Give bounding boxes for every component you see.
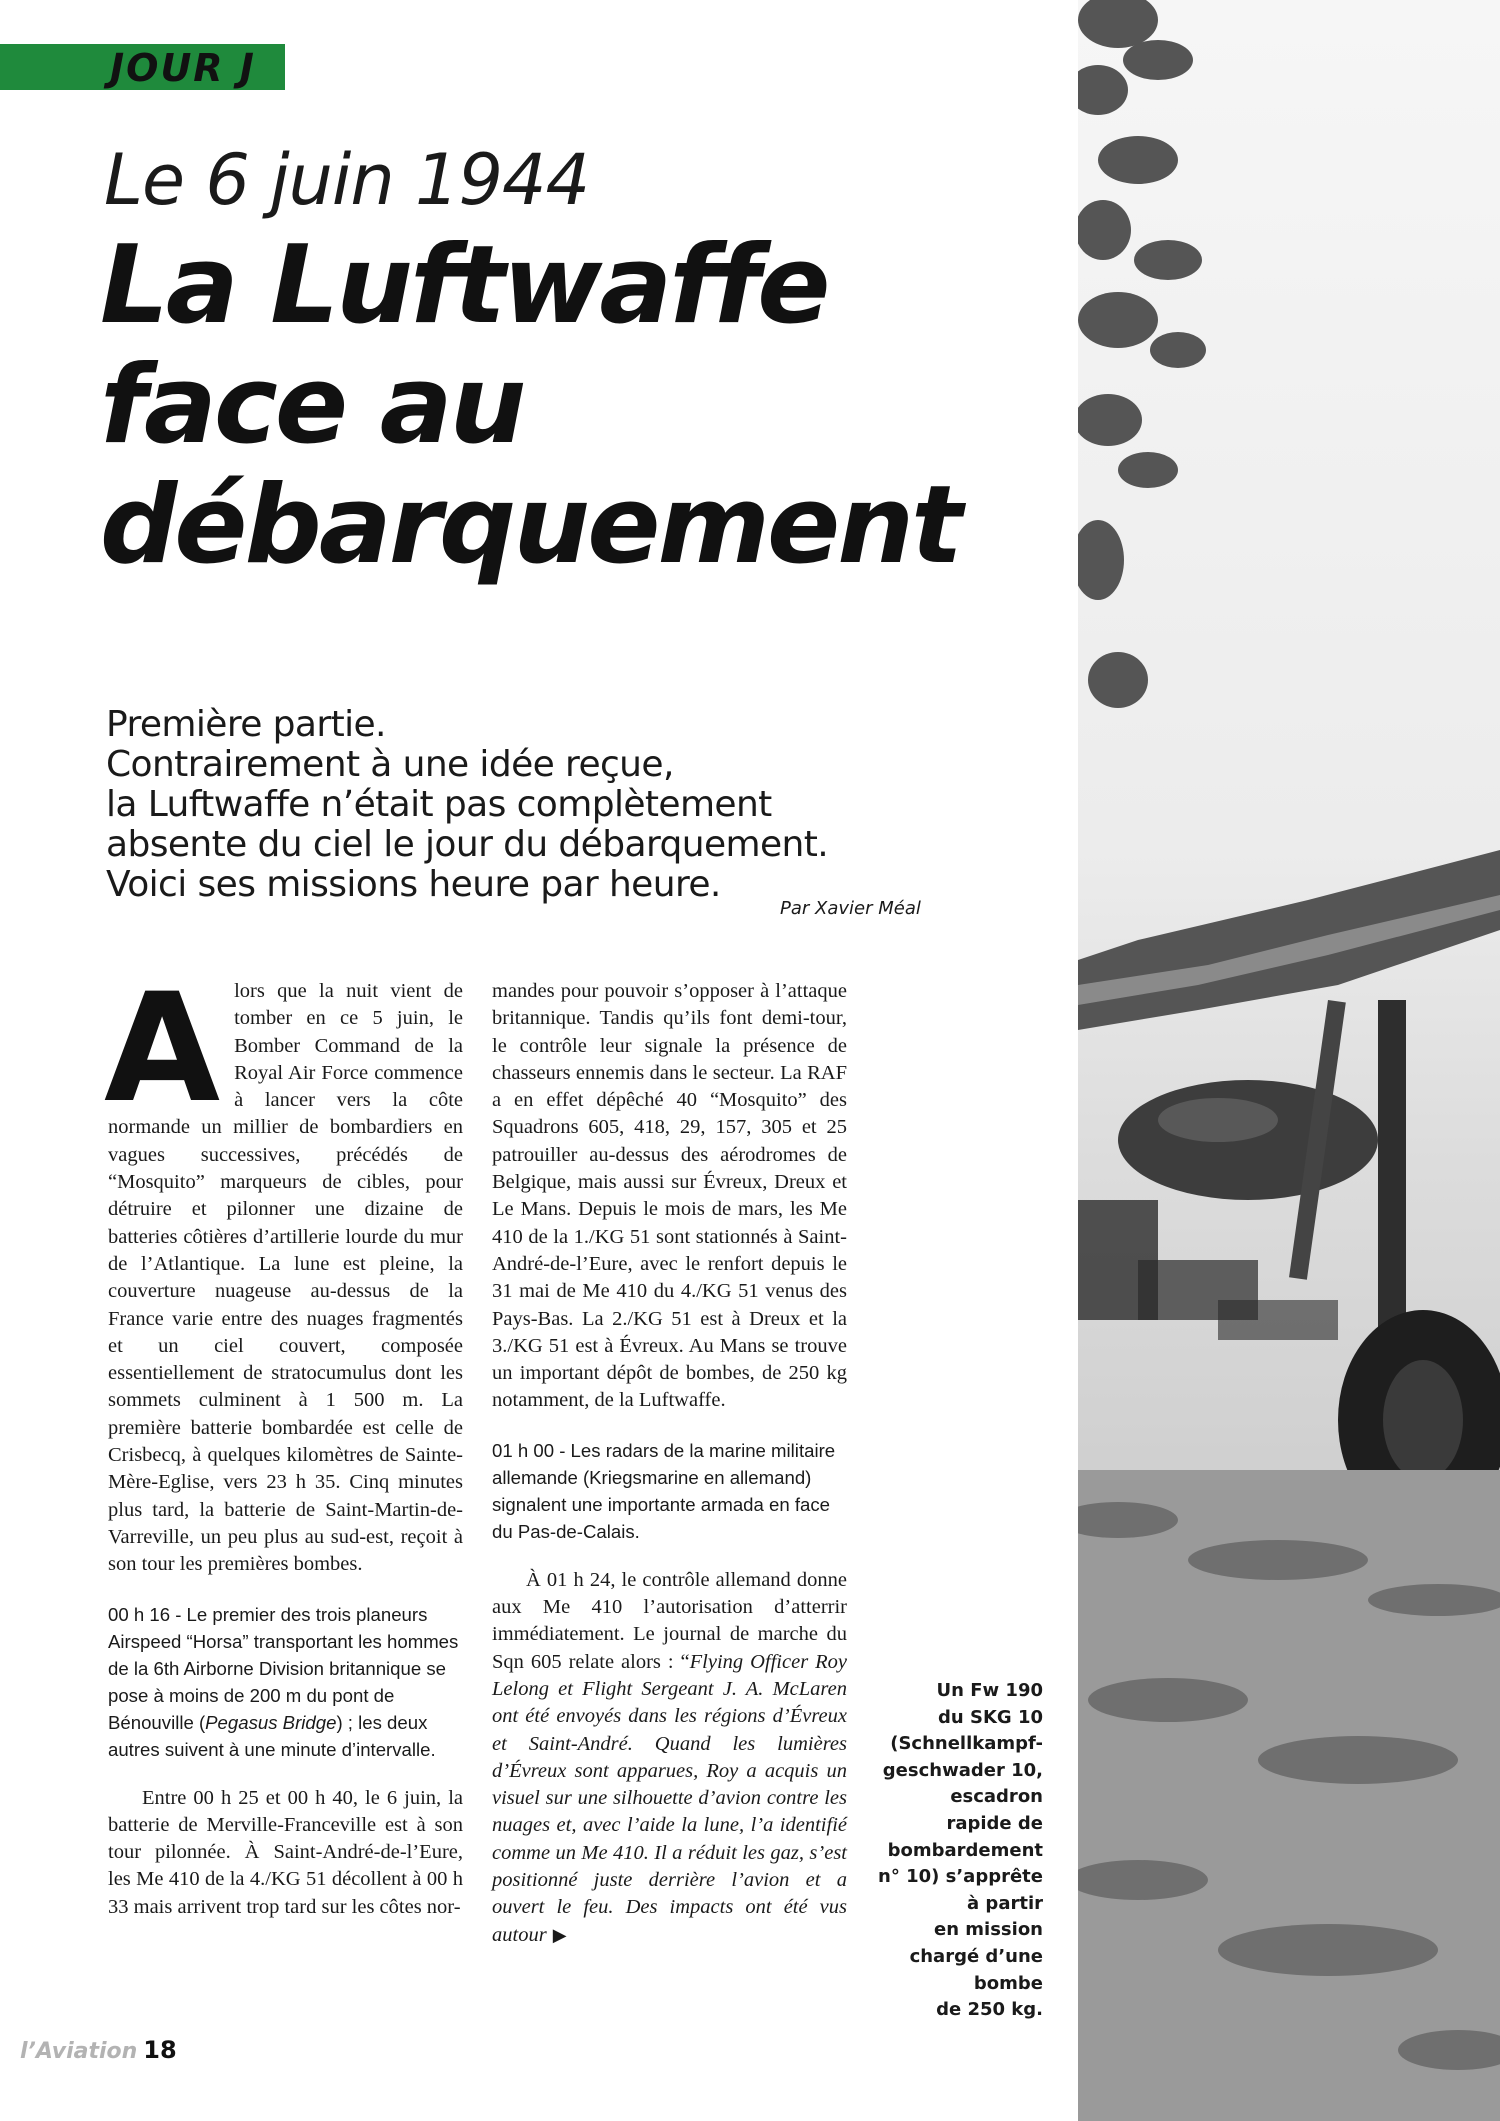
aircraft-photo-drawing (1078, 0, 1500, 2121)
caption-line: Un Fw 190 (936, 1680, 1043, 1701)
body-paragraph (492, 1567, 847, 1949)
caption-line: à partir (967, 1892, 1043, 1914)
caption-line: bombe (973, 1972, 1043, 1994)
caption-line: escadron (950, 1786, 1043, 1808)
headline-line: face au (100, 343, 524, 468)
page-number: 18 (143, 2036, 177, 2064)
note-italic-text: Pegasus Bridge (205, 1711, 337, 1733)
magazine-logo: l’Aviation (20, 2039, 138, 2064)
drop-cap: A (104, 962, 221, 1136)
standfirst-line: la Luftwaffe n’était pas complètement (106, 784, 772, 825)
timeline-note (108, 1601, 463, 1763)
paragraph-text: lors que la nuit vient de tomber en ce 5 juin, le Bomber Command de la Royal Air Force commence à lancer vers la côte normande un millier de bombardiers en vagues successives, précédés de “Mosquito” marqueurs de cibles, pour détruire et pilonner une dizaine de batteries côtières d’artillerie lourde du mur de l’Atlantique. La lune est pleine, la couverture nuageuse au-dessus de la France varie entre des nuages fragmentés et un ciel couvert, composée essentiellement de stratocumulus dont les sommets culminent à 1 500 m. La première batterie bombardée est celle de Crisbecq, à quelques kilomètres de Sainte-Mère-Eglise, vers 23 h 35. Cinq minutes plus tard, la batterie de Saint-Martin-de-Varreville, un peu plus au sud-est, reçoit à son tour les premières bombes. (108, 980, 463, 1576)
headline (100, 223, 1060, 588)
note-text: 00 h 16 - Le premier des trois planeurs Airspeed “Horsa” transportant les hommes de la 6th Airborne Division britannique se pose à moins de 200 m du pont de Bénouville ( (108, 1603, 459, 1733)
page-footer (20, 2036, 177, 2064)
standfirst (106, 705, 966, 905)
caption-line: rapide de (946, 1812, 1043, 1834)
photo-caption (868, 1678, 1043, 2024)
standfirst-line: Voici ses missions heure par heure. (106, 864, 721, 905)
note-text: ) ; les deux autres suivent à une minute d’intervalle. (108, 1711, 436, 1760)
body-paragraph (104, 962, 463, 1579)
caption-line: bombardement (887, 1839, 1043, 1861)
standfirst-line: Contrairement à une idée reçue, (106, 744, 674, 785)
body-column-2 (492, 978, 847, 1949)
headline-line: La Luftwaffe (100, 223, 828, 348)
standfirst-line: absente du ciel le jour du débarquement. (106, 824, 829, 865)
quote-italic-text: Flying Officer Roy Lelong et Flight Sergeant J. A. McLaren ont été envoyés dans les régions d’Évreux et Saint-André. Quand les lumières d’Évreux sont apparues, Roy a acquis un visuel sur une silhouette d’avion contre les nuages et, avec l’aide la lune, l’a identifié comme un Me 410. Il a réduit les gaz, s’est positionné juste derrière l’avion et a ouvert le feu. Des impacts ont été vus autour (492, 1650, 847, 1946)
paragraph-text: À 01 h 24, le contrôle allemand donne aux Me 410 l’autorisation d’atterrir immédiatement. Le journal de marche du Sqn 605 relate alors : “ (492, 1568, 847, 1673)
byline: Par Xavier Méal (780, 898, 921, 919)
caption-line: geschwader 10, (882, 1759, 1043, 1781)
continue-arrow-icon: ▶ (552, 1924, 567, 1945)
standfirst-line: Première partie. (106, 704, 386, 745)
kicker-date: Le 6 juin 1944 (104, 139, 590, 221)
headline-line: débarquement (100, 463, 960, 588)
body-paragraph: mandes pour pouvoir s’opposer à l’attaque britannique. Tandis qu’ils font demi-tour, le contrôle leur signale la présence de chasseurs ennemis dans le secteur. La RAF a en effet dépêché 40 “Mosquito” des Squadrons 605, 418, 29, 157, 305 et 25 patrouiller au-dessus des aérodromes de Belgique, mais aussi sur Évreux, Dreux et Le Mans. Depuis le mois de mars, les Me 410 de la 1./KG 51 sont stationnés à Saint-André-de-l’Eure, avec le renfort depuis le 31 mai de Me 410 du 4./KG 51 venus des Pays-Bas. La 2./KG 51 est à Dreux et la 3./KG 51 est à Évreux. Au Mans se trouve un important dépôt de bombes, de 250 kg notamment, de la Luftwaffe. (492, 980, 847, 1412)
caption-line: n° 10) s’apprête (878, 1866, 1043, 1888)
caption-line: en mission (934, 1919, 1043, 1941)
section-label: JOUR J (100, 44, 270, 90)
caption-line: chargé d’une (909, 1945, 1043, 1967)
timeline-note: 01 h 00 - Les radars de la marine militaire allemande (Kriegsmarine en allemand) signalent une importante armada en face du Pas-de-Calais. (492, 1439, 836, 1542)
body-column-1 (104, 962, 463, 1921)
caption-line: (Schnellkampf- (890, 1733, 1043, 1755)
body-paragraph: Entre 00 h 25 et 00 h 40, le 6 juin, la batterie de Merville-Franceville est à son tour pilonnée. À Saint-André-de-l’Eure, les Me 410 de la 4./KG 51 décollent à 00 h 33 mais arrivent trop tard sur les côtes nor- (108, 1786, 463, 1918)
aircraft-photo (1078, 0, 1500, 2121)
caption-line: de 250 kg. (936, 1999, 1043, 2021)
caption-line: du SKG 10 (938, 1706, 1043, 1728)
